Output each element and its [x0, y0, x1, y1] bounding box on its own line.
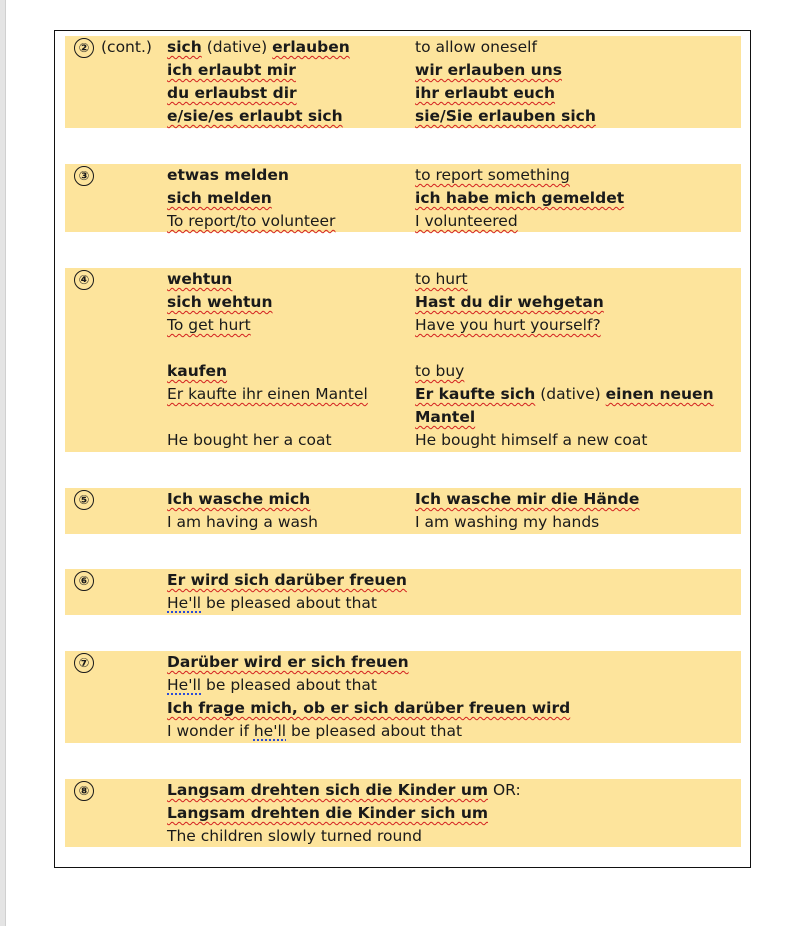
cont-label: (cont.)	[101, 38, 152, 56]
german-line: etwas melden	[167, 166, 289, 184]
german-line: sie/Sie erlauben sich	[415, 107, 596, 125]
english-line: To report/to volunteer	[167, 212, 336, 230]
english-line: I volunteered	[415, 212, 518, 230]
german-line: du erlaubst dir	[167, 84, 297, 102]
german-line: Ich wasche mir die Hände	[415, 490, 640, 508]
german-line: Er kaufte sich (dative) einen neuen	[415, 385, 714, 403]
section-number-4: ④	[74, 270, 94, 290]
english-line: to hurt	[415, 270, 468, 288]
german-line: Mantel	[415, 408, 476, 426]
german-line: ich habe mich gemeldet	[415, 189, 625, 207]
english-line: He'll be pleased about that	[167, 594, 377, 612]
section-number-5: ⑤	[74, 490, 94, 510]
german-line: Hast du dir wehgetan	[415, 293, 604, 311]
german-line: kaufen	[167, 362, 228, 380]
english-line: to report something	[415, 166, 570, 184]
english-line: I am washing my hands	[415, 513, 600, 531]
german-line: Langsam drehten sich die Kinder um OR:	[167, 781, 521, 799]
german-line: ihr erlaubt euch	[415, 84, 556, 102]
english-line: to allow oneself	[415, 38, 537, 56]
english-line: He bought her a coat	[167, 431, 332, 449]
german-line: Ich frage mich, ob er sich darüber freuen wird	[167, 699, 571, 717]
english-line: I wonder if he'll be pleased about that	[167, 722, 463, 740]
section-number-3: ③	[74, 166, 94, 186]
window-edge	[0, 0, 6, 926]
english-line: To get hurt	[167, 316, 251, 334]
english-line: Have you hurt yourself?	[415, 316, 601, 334]
german-line: Er wird sich darüber freuen	[167, 571, 407, 589]
english-line: I am having a wash	[167, 513, 318, 531]
section-number-2: ②	[74, 38, 94, 58]
german-line: Ich wasche mich	[167, 490, 311, 508]
german-line: Langsam drehten die Kinder sich um	[167, 804, 489, 822]
german-line: sich wehtun	[167, 293, 273, 311]
section-number-7: ⑦	[74, 653, 94, 673]
german-line: sich (dative) erlauben	[167, 38, 350, 56]
english-line: to buy	[415, 362, 465, 380]
english-line: He'll be pleased about that	[167, 676, 377, 694]
german-line: e/sie/es erlaubt sich	[167, 107, 343, 125]
english-line: The children slowly turned round	[167, 827, 422, 845]
german-line: Darüber wird er sich freuen	[167, 653, 409, 671]
german-line: wehtun	[167, 270, 233, 288]
section-number-8: ⑧	[74, 781, 94, 801]
english-line: He bought himself a new coat	[415, 431, 648, 449]
german-line: ich erlaubt mir	[167, 61, 296, 79]
german-line: Er kaufte ihr einen Mantel	[167, 385, 368, 403]
german-line: sich melden	[167, 189, 272, 207]
german-line: wir erlauben uns	[415, 61, 562, 79]
section-number-6: ⑥	[74, 571, 94, 591]
